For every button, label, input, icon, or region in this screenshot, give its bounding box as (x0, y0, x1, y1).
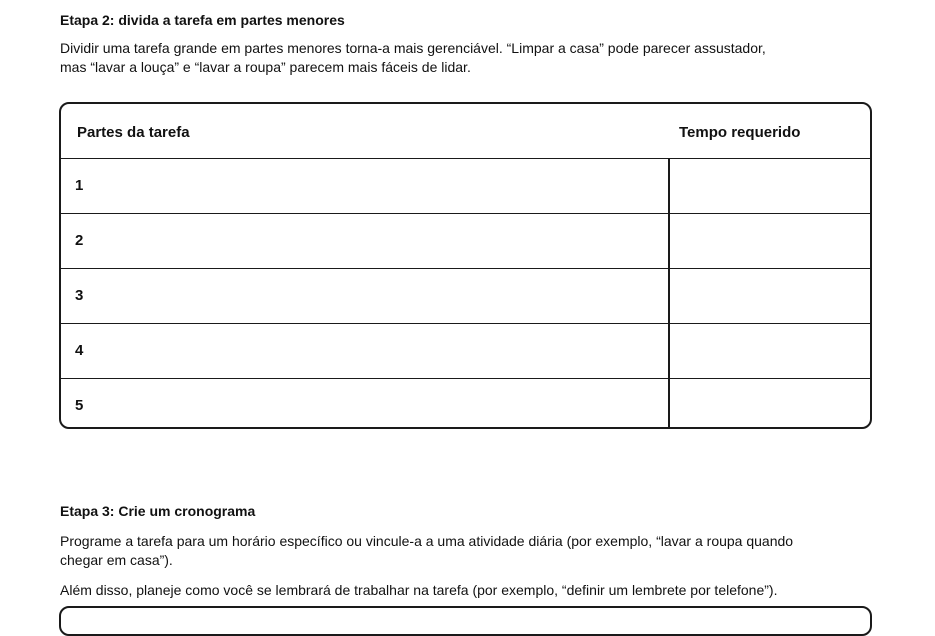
time-cell[interactable] (670, 269, 870, 323)
step2-paragraph (60, 39, 865, 77)
step3-heading: Etapa 3: Crie um cronograma (60, 503, 256, 519)
time-cell[interactable] (670, 214, 870, 268)
step2-paragraph-line2: mas “lavar a louça” e “lavar a roupa” parecem mais fáceis de lidar. (60, 59, 471, 75)
time-cell[interactable] (670, 159, 870, 213)
row-number: 5 (75, 397, 84, 414)
header-task-parts: Partes da tarefa (77, 124, 190, 141)
row-number: 3 (75, 287, 84, 304)
step3-paragraph2: Além disso, planeje como você se lembrará de trabalhar na tarefa (por exemplo, “definir um lembrete por telefone”). (60, 582, 778, 598)
schedule-box (59, 606, 872, 636)
step3-paragraph1 (60, 532, 870, 570)
table-row (61, 324, 870, 379)
table-row (61, 159, 870, 214)
table-header (61, 104, 870, 159)
step2-paragraph-line1: Dividir uma tarefa grande em partes menores torna-a mais gerenciável. “Limpar a casa” pode parecer assustador, (60, 40, 766, 56)
step2-heading: Etapa 2: divida a tarefa em partes menores (60, 12, 345, 28)
column-divider (668, 159, 670, 429)
table-row (61, 269, 870, 324)
step3-paragraph1-line2: chegar em casa”). (60, 552, 173, 568)
time-cell[interactable] (670, 379, 870, 429)
task-parts-table (59, 102, 872, 429)
header-time-required: Tempo requerido (679, 124, 801, 141)
table-row (61, 214, 870, 269)
table-row (61, 379, 870, 429)
row-number: 2 (75, 232, 84, 249)
step3-paragraph1-line1: Programe a tarefa para um horário específico ou vincule-a a uma atividade diária (por exemplo, “lavar a roupa quando (60, 533, 794, 549)
time-cell[interactable] (670, 324, 870, 378)
row-number: 1 (75, 177, 84, 194)
row-number: 4 (75, 342, 84, 359)
